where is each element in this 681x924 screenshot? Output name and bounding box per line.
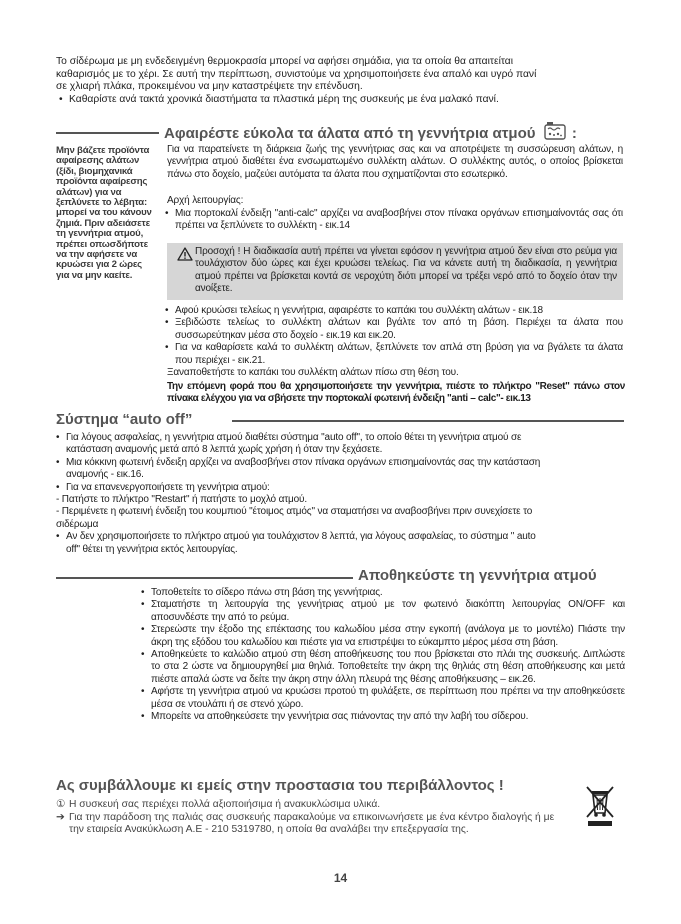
environment-block (56, 799, 568, 837)
anticalc-step: • Αφού κρυώσει τελείως η γεννήτρια, αφαιρέστε το καπάκι του συλλέκτη αλάτων - εικ.18 (165, 305, 623, 317)
storage-list (141, 587, 625, 723)
reinsert-text: Ξαναποθετήστε το καπάκι του συλλέκτη αλάτων πίσω στη θέση του. (167, 367, 459, 378)
intro-paragraph: Το σίδέρωμα με μη ενδεδειγμένη θερμοκρασία μπορεί να αφήσει σημάδια, για τα οποία θα απαιτείται καθαρισμός με το χέρι. Σε αυτή την περίπτωση, συνιστούμε να χρησιμοποιήσετε ένα απαλό και υγρό πανί σε χλιαρή πλάκα, προκειμένου να μην καταστρέψετε την επένδυση. (56, 56, 537, 93)
environment-title: Ας συμβάλλουμε κι εμείς στην προστασια του περιβάλλοντος ! (56, 777, 504, 794)
recycle-mark-icon: ① (56, 799, 66, 810)
environment-text: Η συσκευή σας περιέχει πολλά αξιοποιήσιμα ή ανακυκλώσιμα υλικά. (69, 799, 381, 810)
section-rule-right (232, 420, 624, 422)
environment-line (56, 812, 559, 837)
autooff-block (56, 432, 566, 556)
anticalc-steps (165, 305, 623, 367)
storage-bullet: • Μπορείτε να αποθηκεύσετε την γεννήτρια σας πιάνοντας την από την λαβή του σίδερου. (141, 711, 625, 723)
storage-bullet: • Αποθηκεύετε το καλώδιο ατμού στη θέση αποθήκευσης του που βρίσκεται στο πλάι της συσκευής. Διπλώστε το στα 2 ώστε να δημιουργηθεί μια θηλιά. Τοποθετείτε την άκρη της θηλιάς στη θέση αποθήκευσης και μετά πιέστε απαλά ώστε να δείτε την άκρη στην άλλη πλευρά της θέσης αποθήκευσης – εικ.26. (141, 649, 625, 686)
autooff-bullet: • Για να επανενεργοποιήσετε τη γεννήτρια ατμού: (56, 482, 566, 494)
next-time-text: Την επόμενη φορά που θα χρησιμοποιήσετε την γεννήτρια, πιέστε το πλήκτρο "Reset" πάνω στον πίνακα ελέγχου για να σβήσετε την πορτοκαλί φωτεινή ένδειξη "anti – calc"- εικ.13 (167, 381, 625, 405)
arrow-icon: ➔ (56, 811, 65, 823)
principle-bullet: • Μια πορτοκαλί ένδειξη "anti-calc" αρχίζει να αναβοσβήνει στον πίνακα οργάνων επισημαίνοντάς σας ότι πρέπει να ξεπλύνετε το συλλέκτη - εικ.14 (165, 208, 623, 233)
storage-bullet: • Αφήστε τη γεννήτρια ατμού να κρυώσει προτού τη φυλάξετε, σε περίπτωση που πρέπει να την αποθηκεύσετε μέσα σε ντουλάπι ή σε στενό χώρο. (141, 686, 625, 711)
warning-box (167, 243, 623, 300)
section-rule-left (56, 577, 353, 579)
autooff-step: - Πατήστε το πλήκτρο "Restart" ή πατήστε το μοχλό ατμού. (56, 494, 307, 506)
sidebar-warning-note: Μην βάζετε προϊόντα αφαίρεσης αλάτων (ξίδι, βιομηχανικά προϊόντα αφαίρεσης αλάτων) για να ξεπλύνετε το λέβητα: μπορεί να του κάνουν ζημιά. Πριν αδειάσετε τη γεννήτρια ατμού, πρέπει οπωσδήποτε να την αφήσετε να κρυώσει για 2 ώρες για να μην καείτε. (56, 145, 152, 281)
anticalc-title-text: Αφαιρέστε εύκολα τα άλατα από τη γεννήτρια ατμού (164, 125, 536, 142)
anti-calc-icon (544, 121, 568, 145)
storage-title: Αποθηκεύστε τη γεννήτρια ατμού (358, 567, 597, 584)
storage-bullet: • Στερεώστε την έξοδο της επέκτασης του καλωδίου μέσα στην εγκοπή (ανάλογα με το μοντέλο) Πιάστε την άκρη της εξόδου του καλωδίου και πιέστε για να επιστρέψει το εύκαμπτο μέρος μέσα στη βάση. (141, 624, 625, 649)
anticalc-paragraph: Για να παρατείνετε τη διάρκεια ζωής της γεννήτριας σας και να αποτρέψετε τη συσσώρευση αλάτων, η γεννήτρια ατμού διαθέτει ένα ενσωματωμένο συλλέκτη αλάτων. Ο συλλέκτης αυτός, ο οποίος βρίσκεται πάνω στο δοχείο, μαζεύει αυτόματα τα άλατα που σχηματίζονται στο εσωτερικό. (167, 144, 623, 180)
storage-bullet: • Σταματήστε τη λειτουργία της γεννήτριας ατμού με τον φωτεινό διακόπτη λειτουργίας ON/OFF και αποσυνδέστε την από το ρεύμα. (141, 599, 625, 624)
storage-bullet: • Τοποθετείτε το σίδερο πάνω στη βάση της γεννήτριας. (141, 587, 625, 599)
autooff-step: - Περιμένετε η φωτεινή ένδειξη του κουμπιού "έτοιμος ατμός" να σταματήσει να αναβοσβήνει πριν συνεχίσετε το σιδέρωμα (56, 506, 533, 530)
section-rule-left (56, 132, 159, 134)
autooff-bullet: • Μια κόκκινη φωτεινή ένδειξη αρχίζει να αναβοσβήνει στον πίνακα οργάνων επισημαίνοντάς σας την κατάσταση αναμονής - εικ.16. (56, 457, 566, 482)
anticalc-title-colon: : (571, 125, 577, 142)
warning-icon (177, 247, 193, 266)
crossed-out-bin-icon (584, 784, 616, 833)
environment-text: Για την παράδοση της παλιάς σας συσκευής παρακαλούμε να επικοινωνήσετε με ένα κέντρο διαλογής ή με την εταιρεία Ανακύκλωση Α.Ε - 210 5319780, η οποία θα αναλάβει την επεξεργασία της. (69, 811, 555, 836)
environment-line (56, 799, 568, 812)
warning-text: Προσοχή ! Η διαδικασία αυτή πρέπει να γίνεται εφόσον η γεννήτρια ατμού δεν είναι στο ρεύμα για τουλάχιστον δύο ώρες και έχει κρυώσει τελείως. Για να κάνετε αυτή τη διαδικασία, η γεννήτρια ατμού πρέπει να βρίσκεται κοντά σε νεροχύτη διότι μπορεί να τρέξει νερό από το δοχείο όταν την ανοίξετε. (195, 246, 617, 295)
intro-bullet: • Καθαρίστε ανά τακτά χρονικά διαστήματα τα πλαστικά μέρη της συσκευής με ένα μαλακό πανί. (59, 94, 524, 107)
autooff-bullet: • Αν δεν χρησιμοποιήσετε το πλήκτρο ατμού για τουλάχιστον 8 λεπτά, για λόγους ασφαλείας, το σύστημα " auto off" θέτει τη γεννήτρια εκτός λειτουργίας. (56, 531, 536, 556)
principle-label: Αρχή λειτουργίας: (167, 195, 244, 206)
autooff-bullet: • Για λόγους ασφαλείας, η γεννήτρια ατμού διαθέτει σύστημα "auto off", το οποίο θέτει τη γεννήτρια ατμού σε κατάσταση αναμονής μετά από 8 λεπτά χωρίς χρήση ή όταν την ξεχάσετε. (56, 432, 566, 457)
page-number: 14 (333, 871, 348, 885)
autooff-title: Σύστημα “auto off” (56, 411, 193, 428)
anticalc-step: • Για να καθαρίσετε καλά το συλλέκτη αλάτων, ξεπλύνετε τον απλά στη βρύση για να βγάλετε τα άλατα που περιέχει - εικ.21. (165, 342, 623, 367)
anticalc-step: • Ξεβιδώστε τελείως το συλλέκτη αλάτων και βγάλτε τον από τη βάση. Περιέχει τα άλατα που συσσωρεύτηκαν μέσα στο δοχείο - εικ.19 και εικ.20. (165, 317, 623, 342)
intro-block (56, 56, 541, 106)
anticalc-title (164, 121, 577, 145)
